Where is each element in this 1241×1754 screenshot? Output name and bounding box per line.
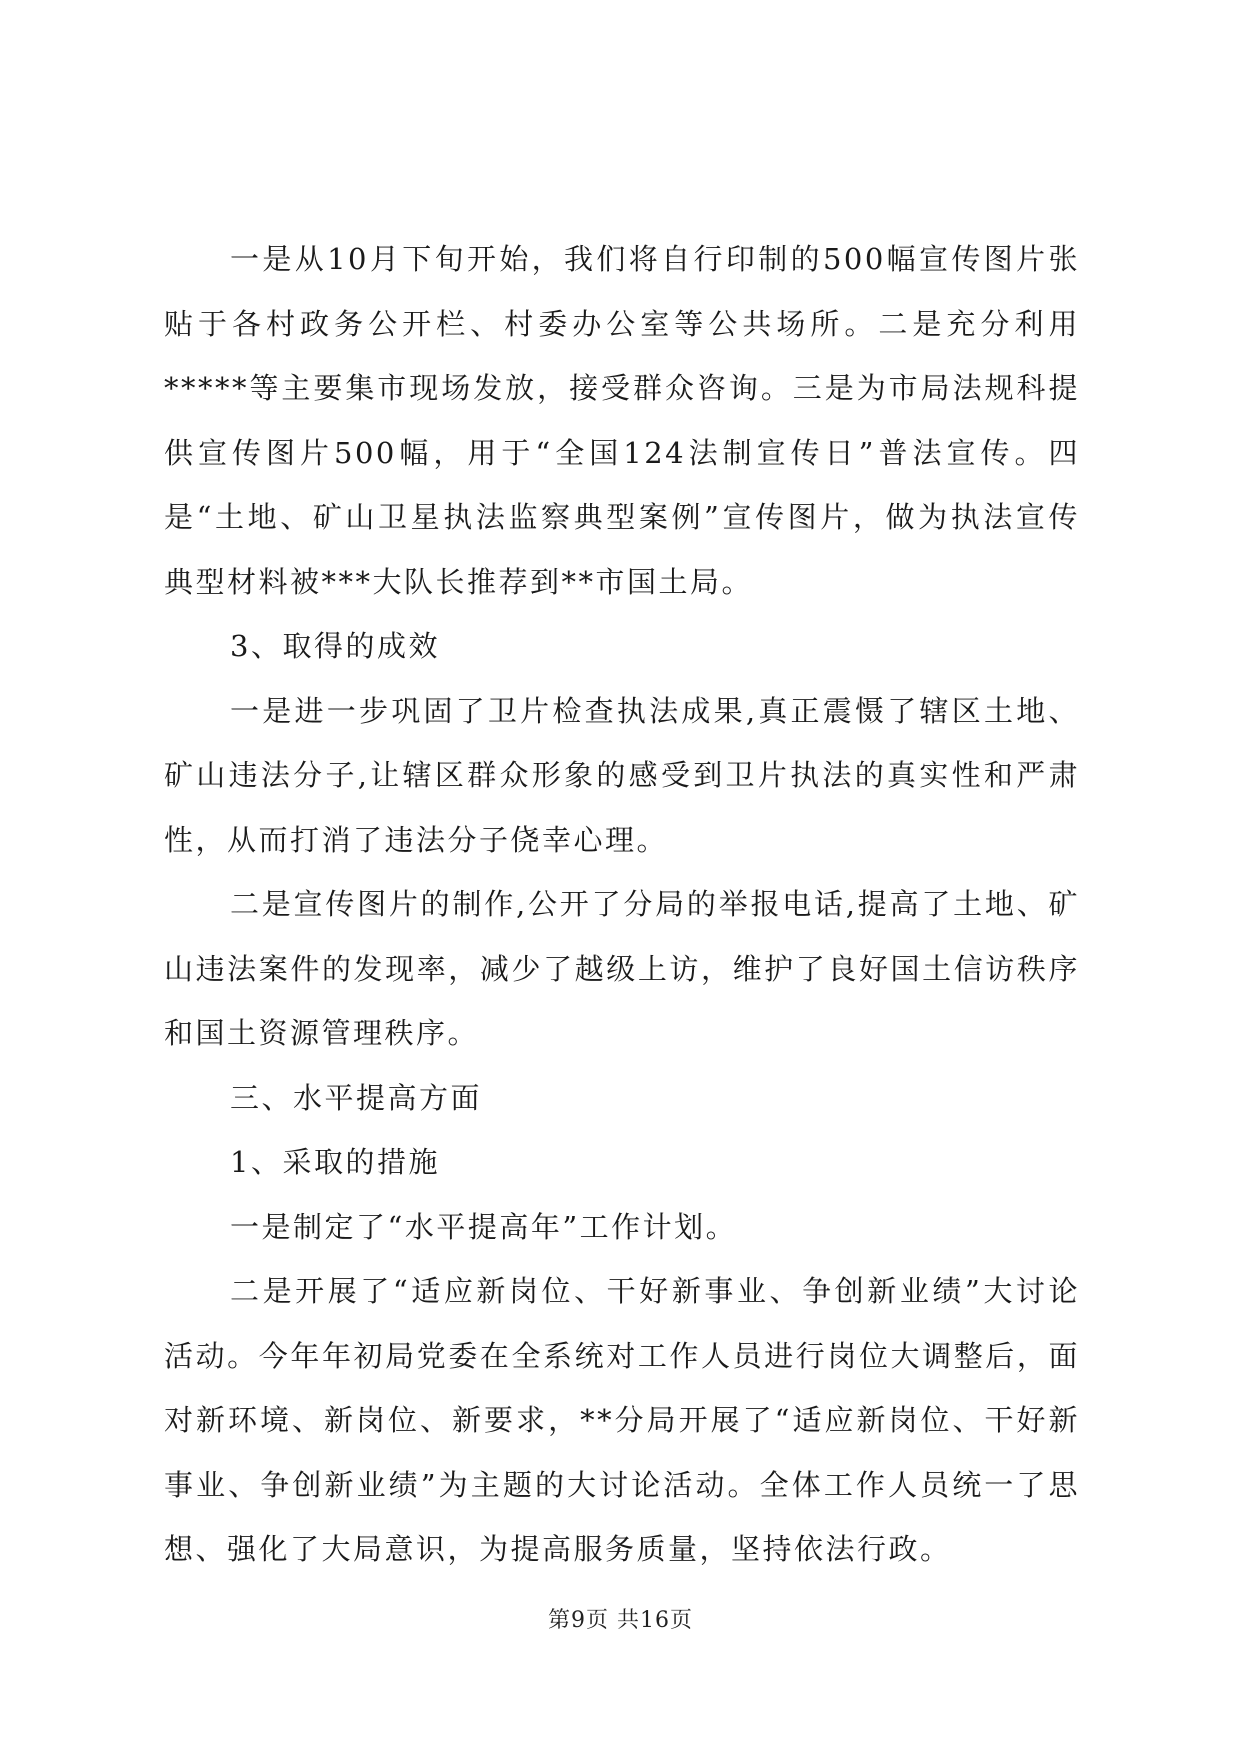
- heading-achieved-results: 3、取得的成效: [230, 629, 440, 663]
- paragraph-measure-one: 一是制定了“水平提高年”工作计划。: [230, 1209, 738, 1244]
- document-body: [164, 227, 1080, 1582]
- paragraph-measure-two: 二是开展了“适应新岗位、干好新事业、争创新业绩”大讨论活动。今年年初局党委在全系统对工作人员进行岗位大调整后，面对新环境、新岗位、新要求，**分局开展了“适应新岗位、干好新事业、争创新业绩”为主题的大讨论活动。全体工作人员统一了思想、强化了大局意识，为提高服务质量，坚持依法行政。: [164, 1274, 1080, 1566]
- paragraph-publicity-measures: 一是从10月下旬开始，我们将自行印制的500幅宣传图片张贴于各村政务公开栏、村委办公室等公共场所。二是充分利用*****等主要集市现场发放，接受群众咨询。三是为市局法规科提供宣传图片500幅，用于“全国124法制宣传日”普法宣传。四是“土地、矿山卫星执法监察典型案例”宣传图片，做为执法宣传典型材料被***大队长推荐到**市国土局。: [164, 242, 1080, 599]
- paragraph-result-one: 一是进一步巩固了卫片检查执法成果,真正震慑了辖区土地、矿山违法分子,让辖区群众形象的感受到卫片执法的真实性和严肃性，从而打消了违法分子侥幸心理。: [164, 693, 1080, 857]
- paragraph-result-two: 二是宣传图片的制作,公开了分局的举报电话,提高了土地、矿山违法案件的发现率，减少了越级上访，维护了良好国土信访秩序和国土资源管理秩序。: [164, 887, 1080, 1050]
- heading-level-improvement: 三、水平提高方面: [230, 1080, 483, 1115]
- heading-measures-taken: 1、采取的措施: [230, 1145, 440, 1179]
- page-number-footer: 第9页 共16页: [548, 1608, 693, 1633]
